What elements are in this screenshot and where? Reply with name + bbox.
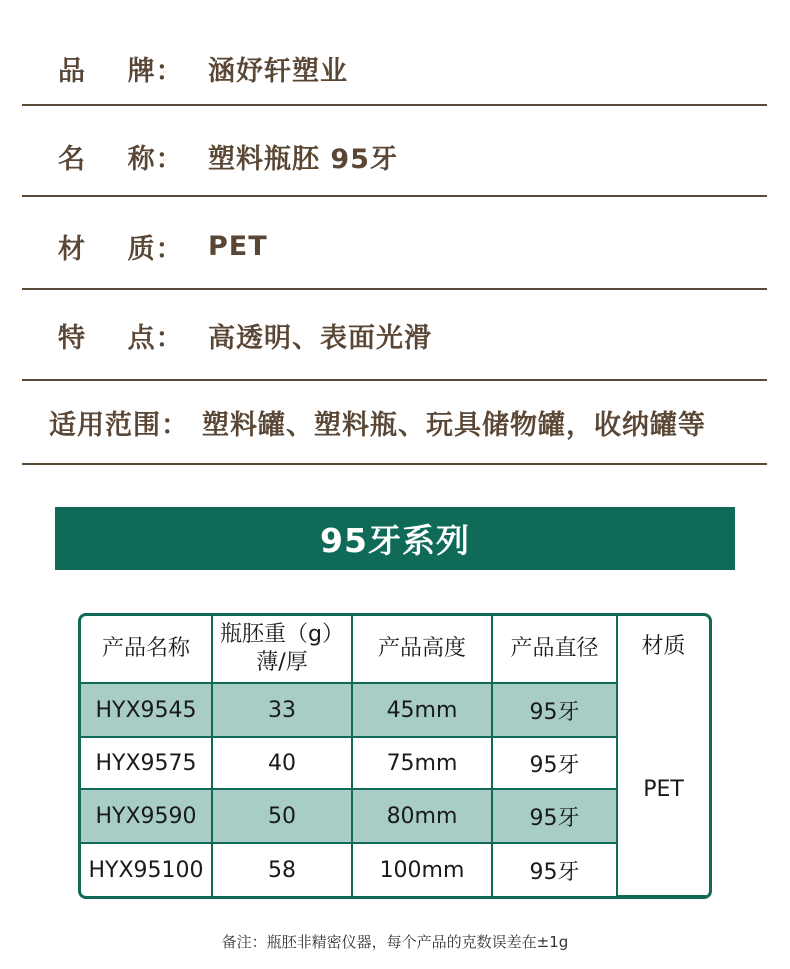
spec-label-feature: 特 点： <box>58 322 184 354</box>
cell-height: 75mm <box>352 737 492 789</box>
cell-weight: 40 <box>212 737 352 789</box>
header-diameter: 产品直径 <box>492 616 617 683</box>
spec-label-material: 材 质： <box>58 233 184 265</box>
series-title: 95牙系列 <box>320 521 470 560</box>
spec-row-brand <box>22 48 767 88</box>
header-name: 产品名称 <box>81 616 212 683</box>
product-table <box>78 613 712 899</box>
divider <box>22 463 767 465</box>
divider <box>22 379 767 381</box>
table-row <box>81 789 709 843</box>
spec-value-usage: 塑料罐、塑料瓶、玩具储物罐，收纳罐等 <box>202 409 706 441</box>
header-material: 材质 <box>617 616 709 683</box>
cell-weight: 58 <box>212 843 352 896</box>
cell-height: 100mm <box>352 843 492 896</box>
cell-material: PET <box>617 683 709 896</box>
table-header-row <box>81 616 709 683</box>
spec-row-material <box>22 226 767 266</box>
footnote: 备注：瓶胚非精密仪器，每个产品的克数误差在±1g <box>221 933 569 951</box>
cell-weight: 50 <box>212 789 352 843</box>
cell-diameter: 95牙 <box>492 683 617 737</box>
table-row <box>81 737 709 789</box>
series-banner <box>55 507 735 570</box>
cell-name: HYX9575 <box>81 737 212 789</box>
spec-value-brand: 涵妤轩塑业 <box>208 55 348 87</box>
spec-row-feature <box>22 315 767 355</box>
divider <box>22 104 767 106</box>
header-weight <box>212 616 352 683</box>
cell-name: HYX9590 <box>81 789 212 843</box>
cell-height: 45mm <box>352 683 492 737</box>
cell-diameter: 95牙 <box>492 789 617 843</box>
header-height: 产品高度 <box>352 616 492 683</box>
spec-label-brand: 品 牌： <box>58 55 184 87</box>
divider <box>22 288 767 290</box>
spec-row-usage <box>22 402 767 442</box>
header-weight-line1: 瓶胚重（g） <box>220 622 344 647</box>
table-row <box>81 843 709 896</box>
table-row <box>81 683 709 737</box>
spec-value-material: PET <box>208 230 268 262</box>
spec-value-feature: 高透明、表面光滑 <box>208 322 432 354</box>
spec-value-name: 塑料瓶胚 95牙 <box>208 143 398 175</box>
cell-name: HYX9545 <box>81 683 212 737</box>
divider <box>22 195 767 197</box>
cell-name: HYX95100 <box>81 843 212 896</box>
spec-row-name <box>22 136 767 176</box>
spec-label-name: 名 称： <box>58 143 184 175</box>
cell-weight: 33 <box>212 683 352 737</box>
cell-diameter: 95牙 <box>492 737 617 789</box>
header-weight-line2: 薄/厚 <box>256 650 308 675</box>
cell-height: 80mm <box>352 789 492 843</box>
cell-diameter: 95牙 <box>492 843 617 896</box>
spec-label-usage: 适用范围： <box>49 409 189 441</box>
